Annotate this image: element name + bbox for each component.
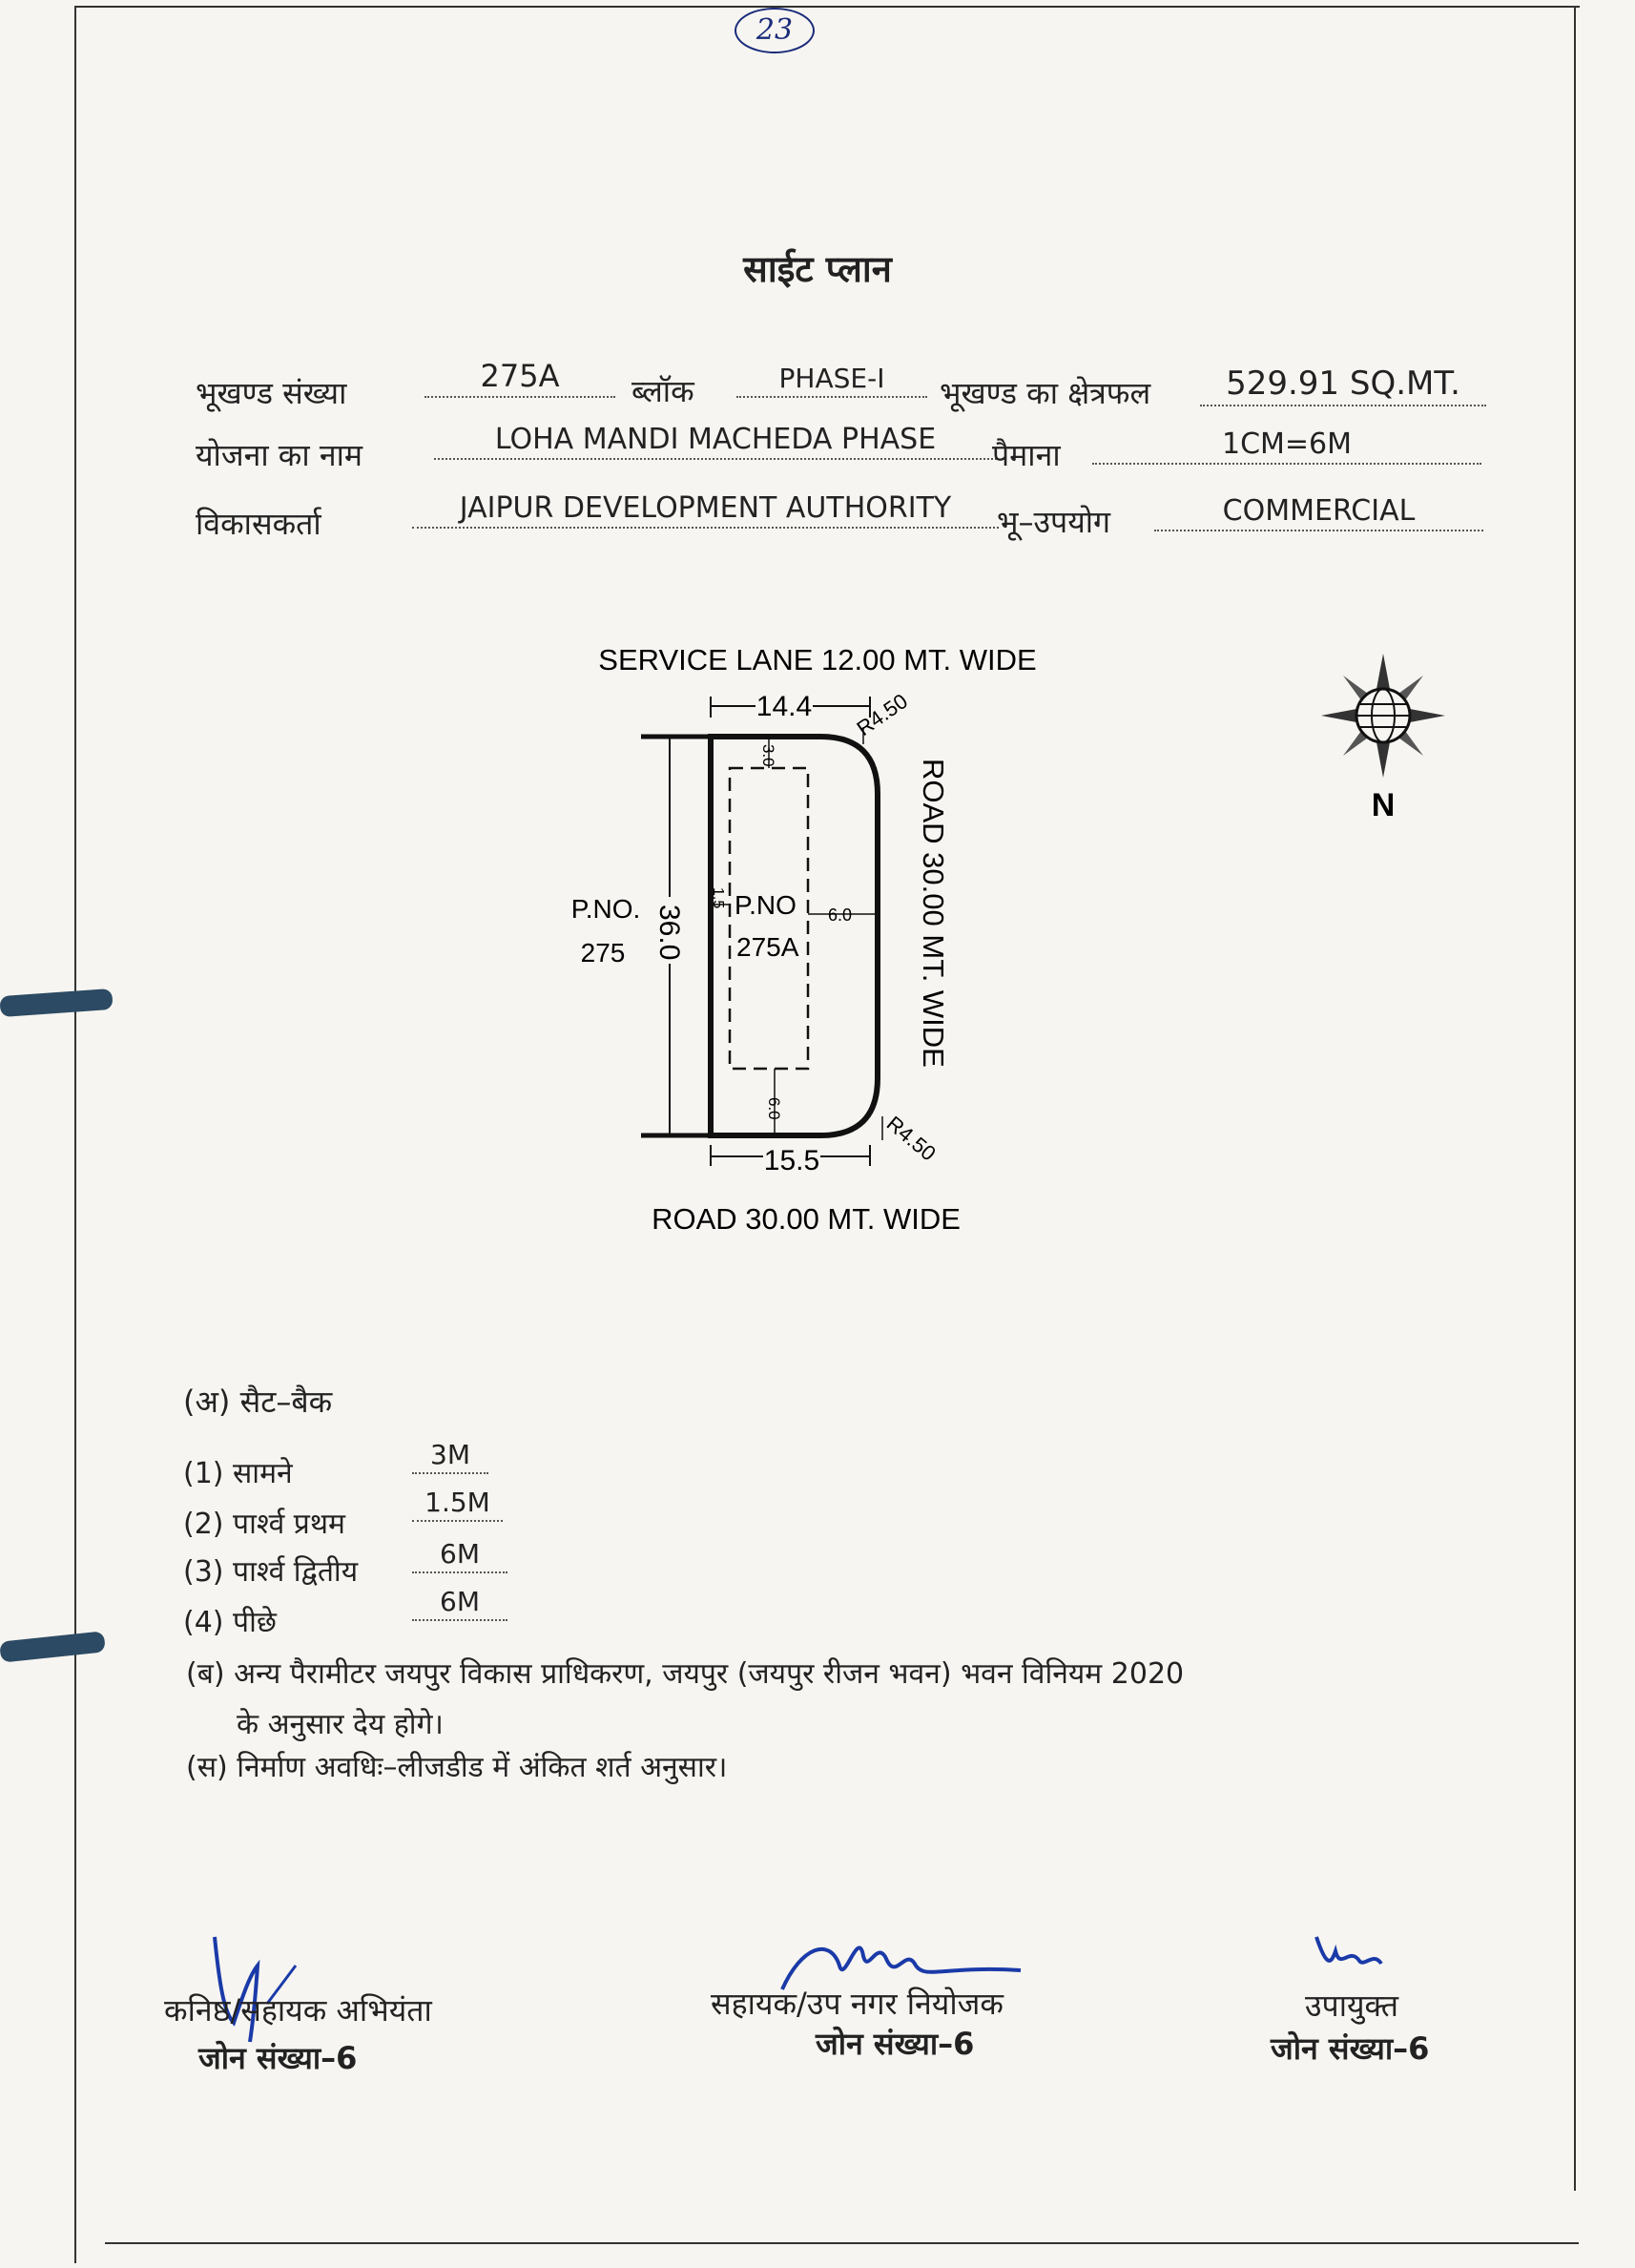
block-value: PHASE-I <box>736 363 927 398</box>
signature-title: कनिष्ठ/सहायक अभियंता <box>164 1992 432 2029</box>
developer-label: विकासकर्ता <box>196 506 321 542</box>
area-value: 529.91 SQ.MT. <box>1200 364 1486 406</box>
top-road-label: SERVICE LANE 12.00 MT. WIDE <box>598 643 1037 676</box>
setback-item-value: 1.5M <box>412 1487 503 1522</box>
adjacent-plot-line2: 275 <box>580 938 626 968</box>
signature-zone: जोन संख्या–6 <box>198 2040 358 2076</box>
page-number: 23 <box>735 8 815 53</box>
plot-label-line2: 275A <box>736 932 799 962</box>
setback-item-value: 3M <box>412 1439 488 1474</box>
signature-zone: जोन संख्या–6 <box>816 2026 975 2062</box>
developer-value: JAIPUR DEVELOPMENT AUTHORITY <box>412 491 999 529</box>
setback-item-value: 6M <box>412 1586 507 1621</box>
setback-side2: 6.0 <box>828 905 853 925</box>
block-label: ब्लॉक <box>631 373 694 409</box>
scale-value: 1CM=6M <box>1092 427 1481 465</box>
signature-title: सहायक/उप नगर नियोजक <box>711 1986 1004 2022</box>
area-label: भूखण्ड का क्षेत्रफल <box>940 375 1151 411</box>
setback-item-label: (3) पार्श्व द्वितीय <box>183 1555 359 1589</box>
north-label: N <box>1371 787 1396 823</box>
setback-side1: 1.5 <box>710 887 726 909</box>
setback-item-value: 6M <box>412 1538 507 1573</box>
signature-zone: जोन संख्या–6 <box>1271 2030 1430 2067</box>
dim-bottom: 15.5 <box>763 1145 820 1176</box>
landuse-label: भू–उपयोग <box>997 504 1111 540</box>
setback-item-label: (4) पीछे <box>183 1606 277 1639</box>
dim-left: 36.0 <box>653 905 685 961</box>
setback-item-label: (2) पार्श्व प्रथम <box>183 1508 345 1541</box>
setback-heading: (अ) सैट–बैक <box>183 1384 333 1420</box>
signature-3 <box>1316 1937 1381 1964</box>
adjacent-plot-line1: P.NO. <box>570 894 641 924</box>
bottom-road-label: ROAD 30.00 MT. WIDE <box>652 1202 961 1236</box>
dim-top: 14.4 <box>755 691 813 722</box>
setback-front: 3.0 <box>759 744 777 767</box>
radius-top: R4.50 <box>852 688 912 741</box>
note-c: (स) निर्माण अवधिः–लीजडीड में अंकित शर्त अनुसार। <box>186 1751 728 1784</box>
landuse-value: COMMERCIAL <box>1154 494 1483 531</box>
plot-label-line1: P.NO <box>735 890 797 920</box>
radius-bottom: R4.50 <box>881 1111 941 1166</box>
plot-no-label: भूखण्ड संख्या <box>196 375 347 411</box>
note-b-line1: (ब) अन्य पैरामीटर जयपुर विकास प्राधिकरण, जयपुर (जयपुर रीजन भवन) भवन विनियम 2020 <box>186 1657 1185 1691</box>
signature-title: उपायुक्त <box>1305 1987 1398 2024</box>
scheme-label: योजना का नाम <box>196 437 363 473</box>
page-title: साईट प्लान <box>743 248 892 290</box>
right-road-label: ROAD 30.00 MT. WIDE <box>917 759 950 1068</box>
scale-label: पैमाना <box>992 437 1061 473</box>
plot-no-value: 275A <box>424 358 615 398</box>
setback-item-label: (1) सामने <box>183 1457 293 1490</box>
setback-rear: 6.0 <box>765 1097 783 1120</box>
scheme-value: LOHA MANDI MACHEDA PHASE <box>434 423 997 460</box>
note-b-line2: के अनुसार देय होगे। <box>237 1708 444 1741</box>
